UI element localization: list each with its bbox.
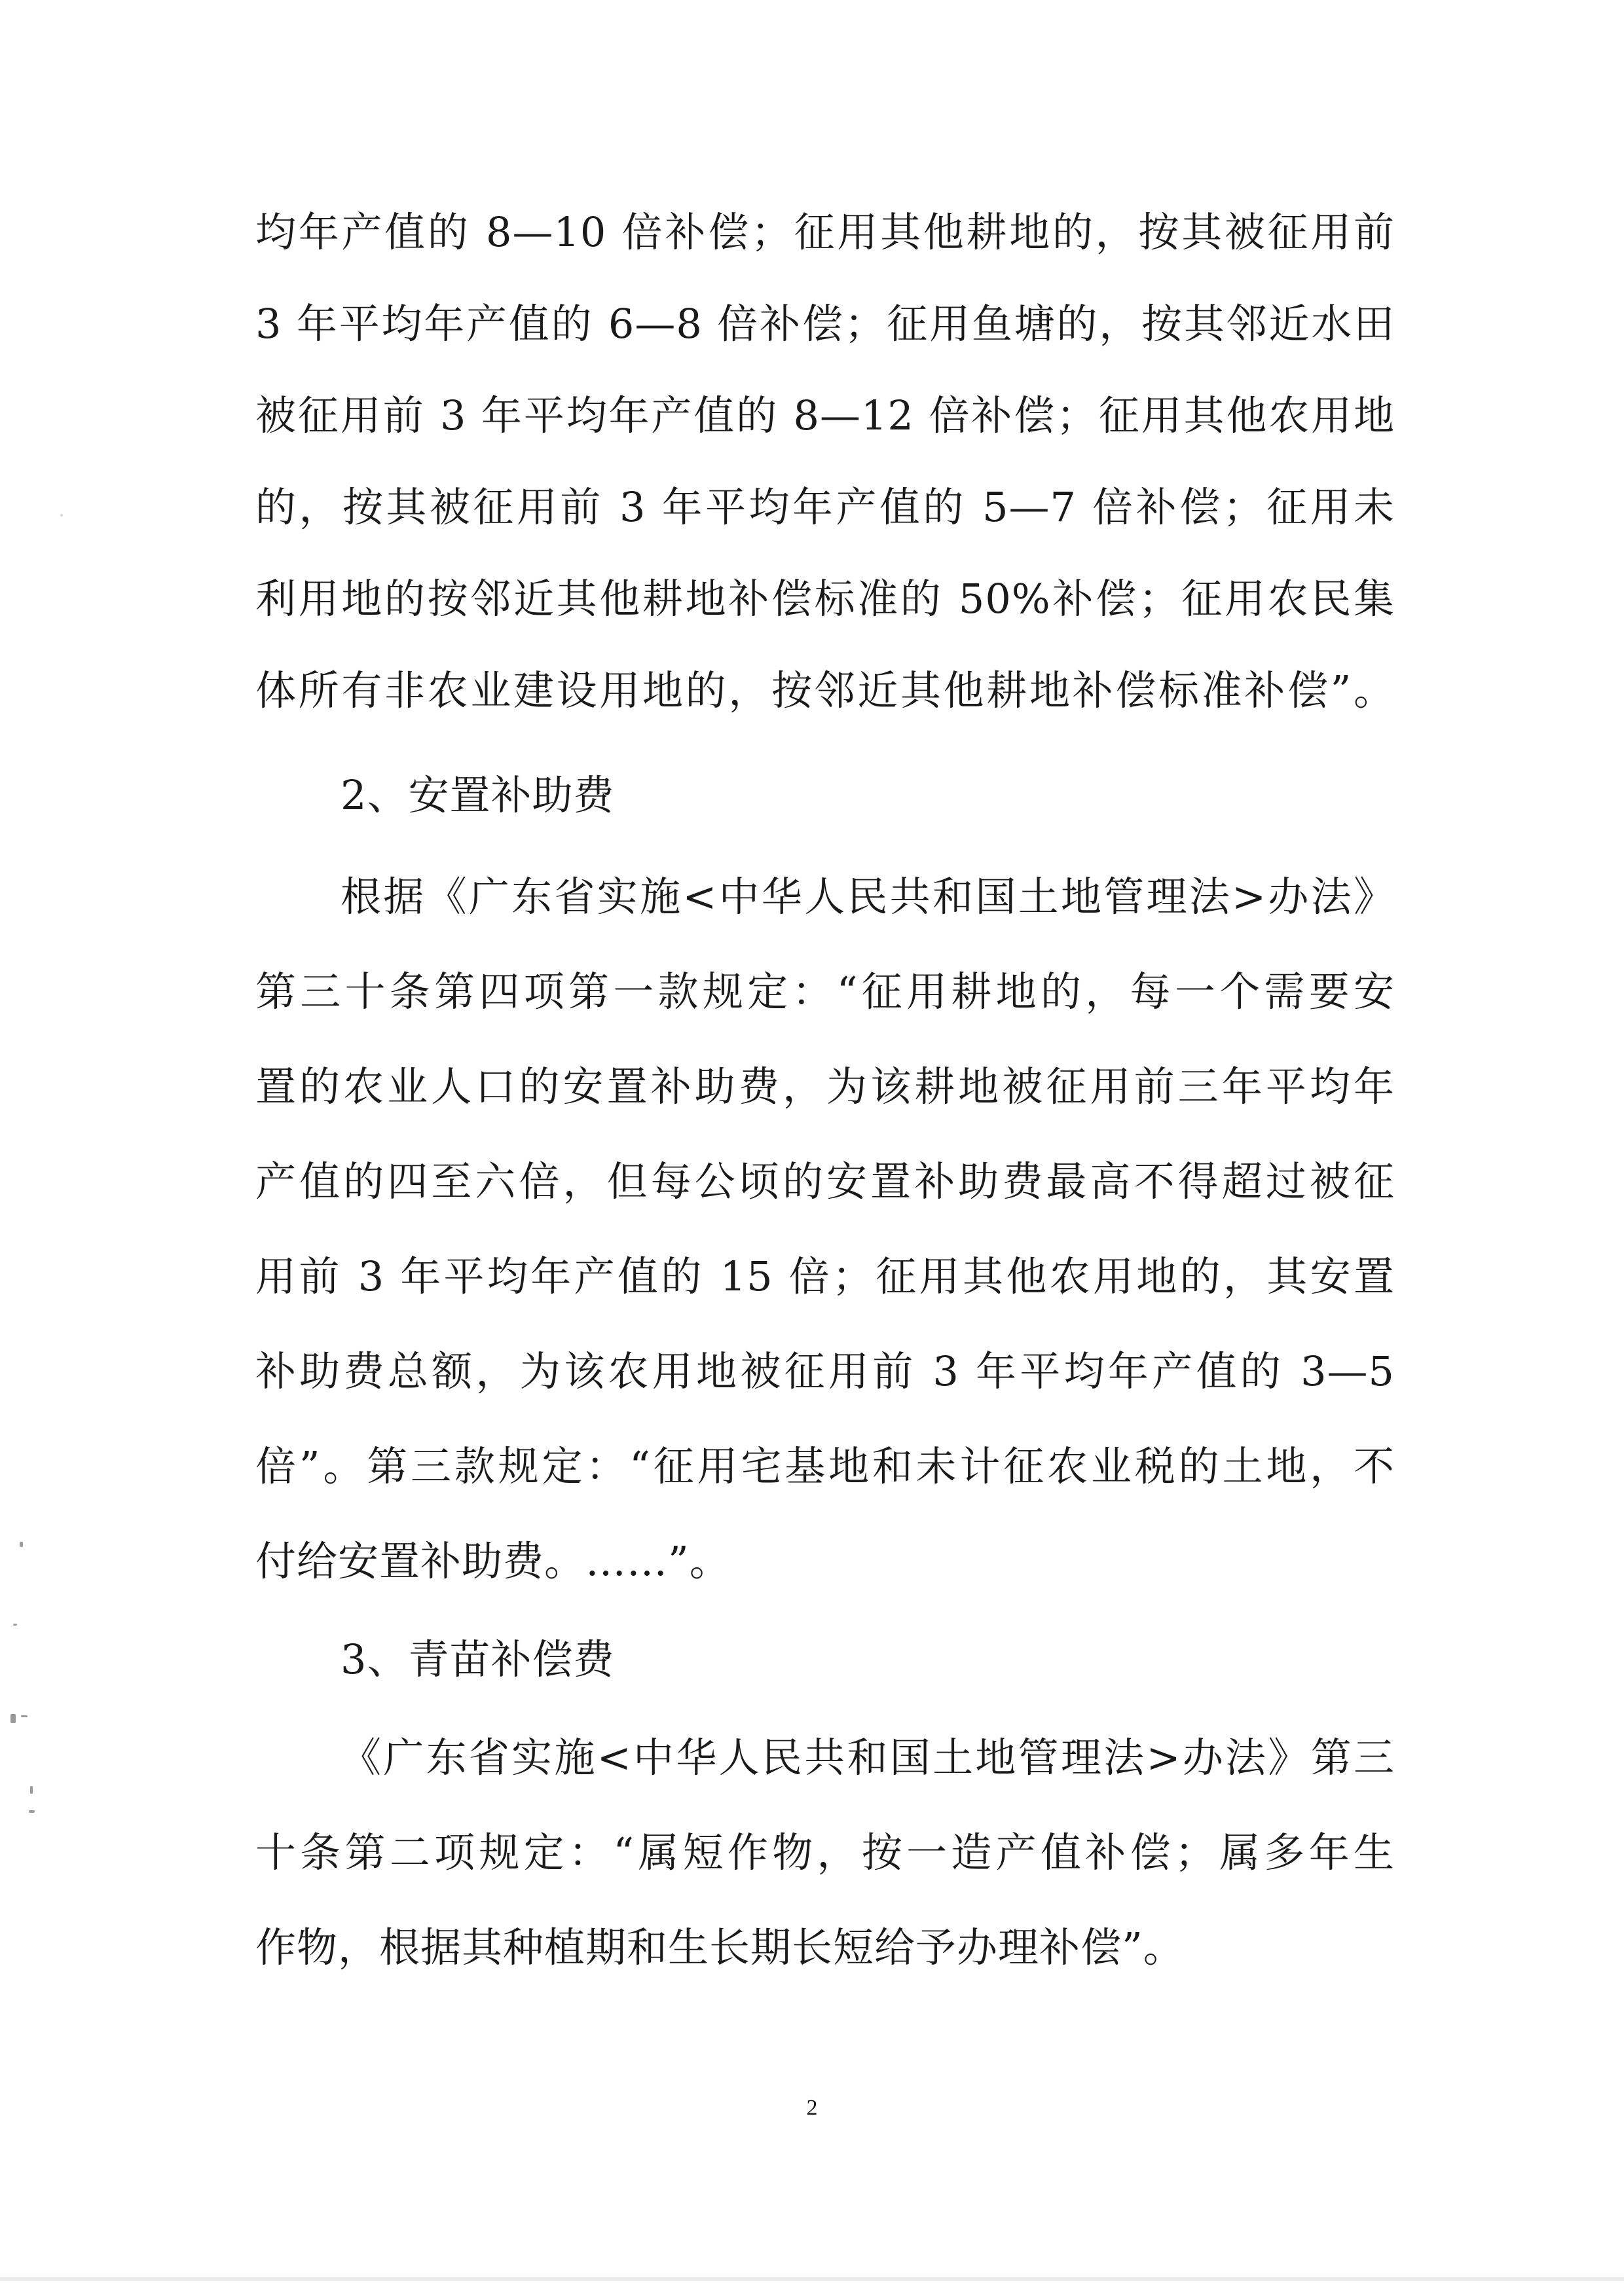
paragraph-line: 体所有非农业建设用地的，按邻近其他耕地补偿标准补偿”。 [255,666,1395,714]
section-heading: 2、安置补助费 [341,771,615,819]
paragraph-line: 第三十条第四项第一款规定：“征用耕地的，每一个需要安 [255,968,1395,1015]
paragraph-line: 均年产值的 8—10 倍补偿；征用其他耕地的，按其被征用前 [255,208,1395,256]
scan-speck [60,514,63,517]
paragraph-line: 《广东省实施<中华人民共和国土地管理法>办法》第三 [341,1734,1395,1781]
paragraph-line: 产值的四至六倍，但每公顷的安置补助费最高不得超过被征 [255,1157,1395,1205]
page-number: 2 [806,2096,818,2120]
section-heading: 3、青苗补偿费 [341,1635,615,1683]
paragraph-line: 用前 3 年平均年产值的 15 倍；征用其他农用地的，其安置 [255,1252,1395,1300]
paragraph-line: 倍”。第三款规定：“征用宅基地和未计征农业税的土地，不 [255,1442,1395,1490]
paragraph-line: 补助费总额，为该农用地被征用前 3 年平均年产值的 3—5 [255,1347,1395,1395]
paragraph-line: 3 年平均年产值的 6—8 倍补偿；征用鱼塘的，按其邻近水田 [255,300,1395,348]
scan-speck [21,1715,28,1717]
paragraph-line: 付给安置补助费。……”。 [255,1537,731,1585]
scan-speck [20,1542,23,1547]
paragraph-line: 作物，根据其种植期和生长期长短给予办理补偿”。 [255,1923,1185,1971]
scan-speck [30,1786,33,1794]
scan-speck [29,1810,35,1813]
paragraph-line: 的，按其被征用前 3 年平均年产值的 5—7 倍补偿；征用未 [255,483,1395,531]
paragraph-line: 置的农业人口的安置补助费，为该耕地被征用前三年平均年 [255,1063,1395,1110]
scan-edge [0,2277,1624,2281]
scan-speck [10,1714,16,1723]
paragraph-line: 利用地的按邻近其他耕地补偿标准的 50%补偿；征用农民集 [255,575,1395,623]
scan-speck [13,1624,17,1626]
paragraph-line: 十条第二项规定：“属短作物，按一造产值补偿；属多年生 [255,1829,1395,1876]
paragraph-line: 根据《广东省实施<中华人民共和国土地管理法>办法》 [341,873,1395,920]
paragraph-line: 被征用前 3 年平均年产值的 8—12 倍补偿；征用其他农用地 [255,392,1395,439]
